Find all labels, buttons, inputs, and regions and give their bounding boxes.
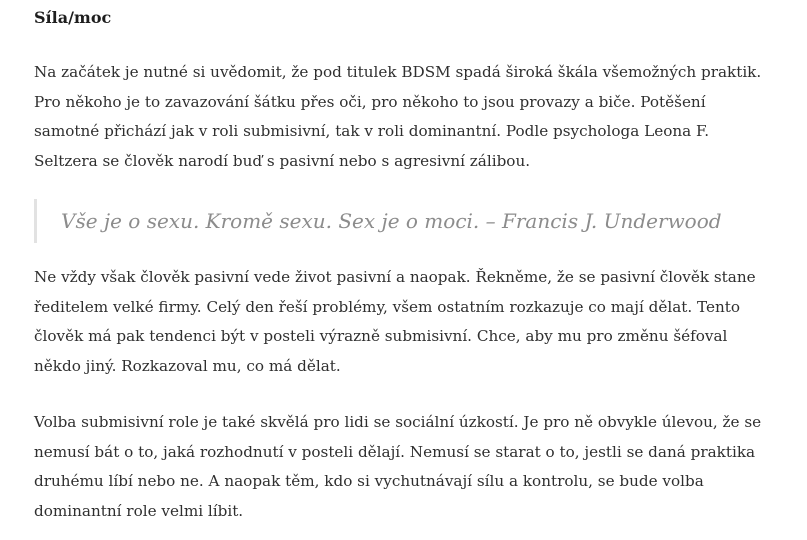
paragraph-line: Pro někoho je to zavazování šátku přes oči, pro někoho to jsou provazy a biče. Potěšení [34,92,706,111]
paragraph-line: dominantní role velmi líbit. [34,501,244,520]
paragraph-line: Ne vždy však člověk pasivní vede život pasivní a naopak. Řekněme, že se pasivní člověk stane [34,268,756,286]
paragraph-line: Na začátek je nutné si uvědomit, že pod titulek BDSM spadá široká škála všemožných praktik. [34,63,762,81]
paragraph-line: člověk má pak tendenci být v posteli výrazně submisivní. Chce, aby mu pro změnu šéfoval [34,327,728,345]
paragraph-line: někdo jiný. Rozkazoval mu, co má dělat. [34,356,341,375]
pull-quote [34,199,722,243]
paragraph-line: druhému líbí nebo ne. A naopak těm, kdo si vychutnávají sílu a kontrolu, se bude volba [34,472,704,490]
paragraph-submissive-role [34,408,761,526]
paragraph-line: samotné přichází jak v roli submisivní, tak v roli dominantní. Podle psychologa Leona F. [34,122,710,140]
paragraph-intro [34,58,761,176]
paragraph-passive [34,263,756,381]
paragraph-line: Seltzera se člověk narodí buď s pasivní nebo s agresivní zálibou. [34,151,531,170]
paragraph-line: Volba submisivní role je také skvělá pro lidi se sociální úzkostí. Je pro ně obvykle úlevou, že se [34,413,762,431]
paragraph-line: ředitelem velké firmy. Celý den řeší problémy, všem ostatním rozkazuje co mají dělat. Tento [34,297,740,316]
quote-text: Vše je o sexu. Kromě sexu. Sex je o moci. – Francis J. Underwood [61,209,722,233]
section-heading: Síla/moc [34,8,112,27]
paragraph-line: nemusí bát o to, jaká rozhodnutí v posteli dělají. Nemusí se starat o to, jestli se daná praktika [34,442,756,461]
